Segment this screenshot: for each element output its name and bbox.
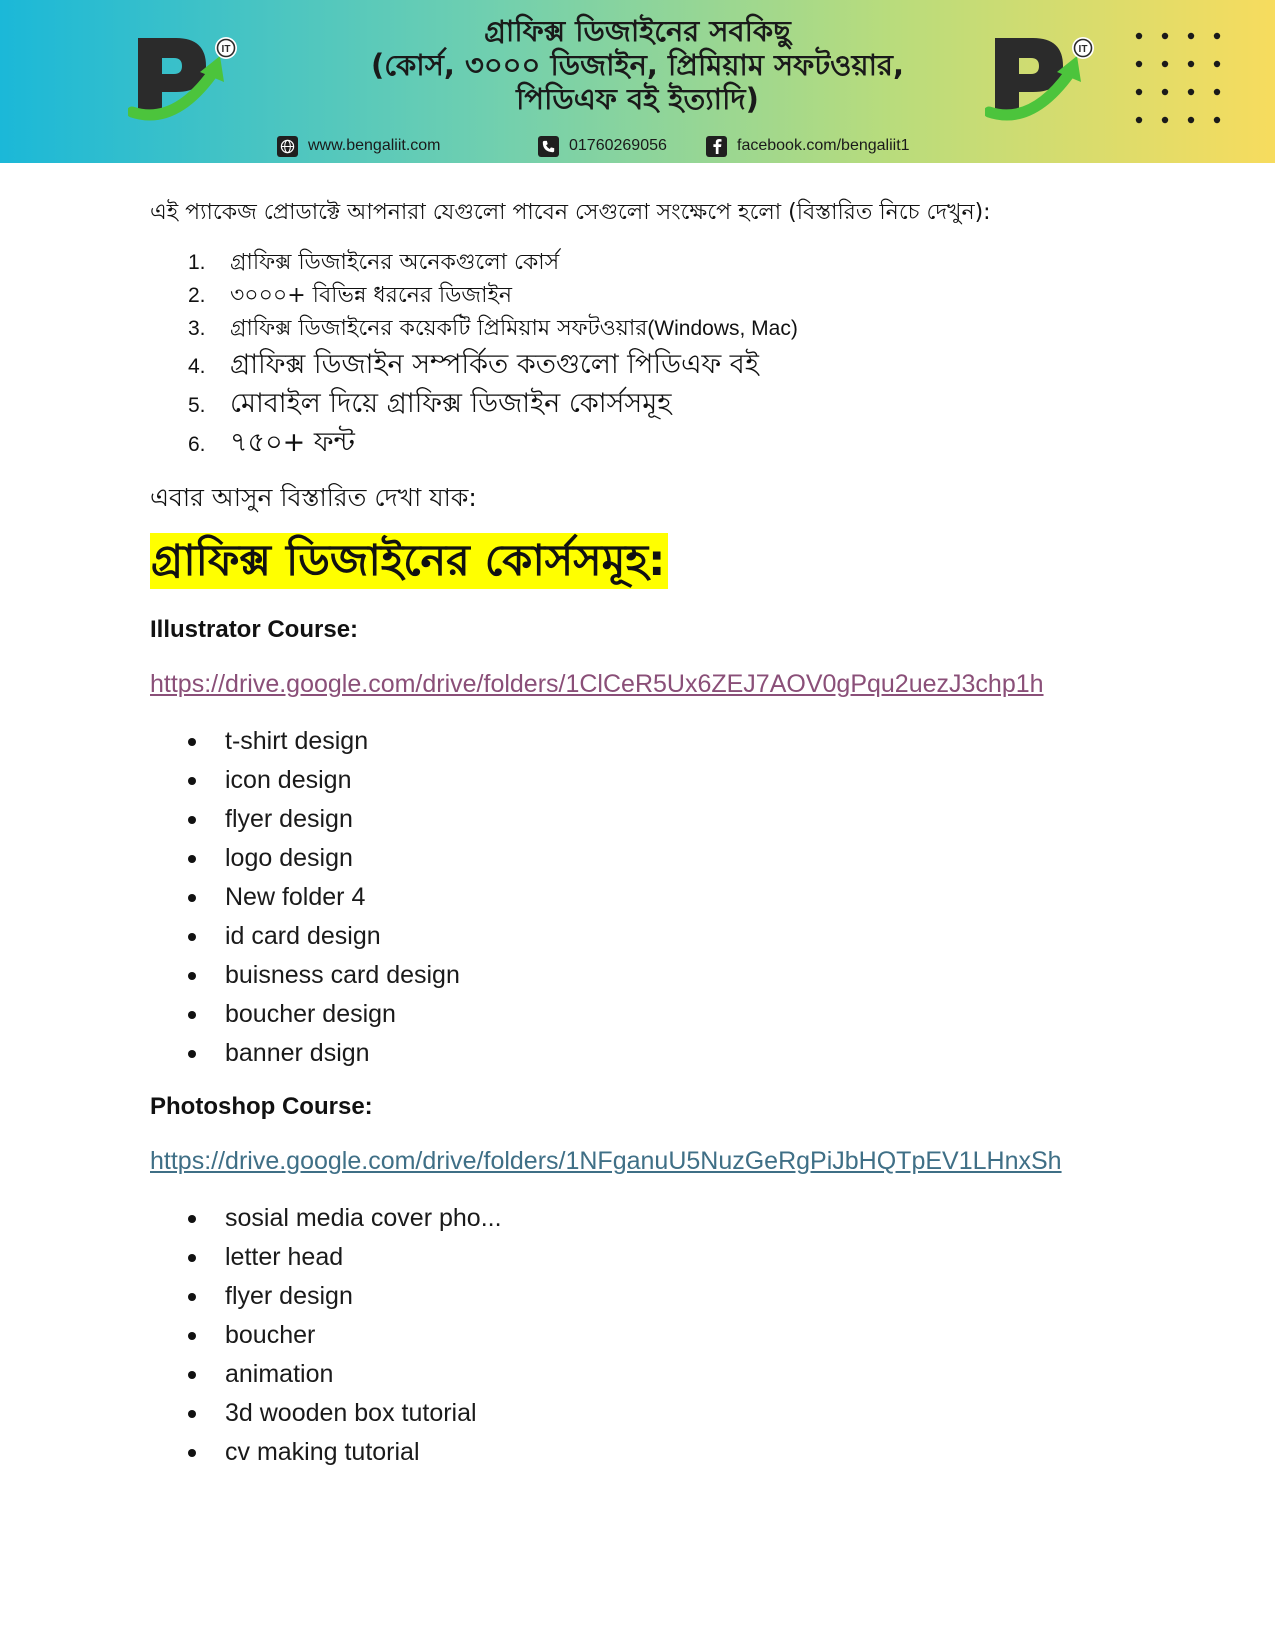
contact-phone[interactable] xyxy=(538,135,667,157)
illustrator-course-title: Illustrator Course: xyxy=(150,616,359,643)
item-text: ৩০০০+ বিভিন্ন ধরনের ডিজাইন xyxy=(230,283,513,308)
list-item xyxy=(188,1238,502,1277)
bullet-icon xyxy=(188,1254,196,1262)
bullet-icon xyxy=(188,1215,196,1223)
bullet-icon xyxy=(188,1332,196,1340)
item-number: 3. xyxy=(188,317,206,340)
item-text: 3d wooden box tutorial xyxy=(225,1399,477,1427)
package-items-list xyxy=(188,245,798,461)
item-text: boucher design xyxy=(225,1000,396,1028)
item-text: icon design xyxy=(225,766,352,794)
courses-heading: গ্রাফিক্স ডিজাইনের কোর্সসমূহ: xyxy=(150,533,668,589)
list-item xyxy=(188,1199,502,1238)
banner-title-line: গ্রাফিক্স ডিজাইনের সবকিছু xyxy=(484,14,791,48)
item-text: animation xyxy=(225,1360,334,1388)
item-number: 1. xyxy=(188,251,206,274)
logo-icon xyxy=(128,30,238,130)
photoshop-items-list xyxy=(188,1199,502,1472)
list-item xyxy=(188,1355,502,1394)
item-text: sosial media cover pho... xyxy=(225,1204,502,1232)
photoshop-course-title: Photoshop Course: xyxy=(150,1093,373,1120)
logo-badge-text: IT xyxy=(221,44,231,55)
list-item xyxy=(188,1034,460,1073)
contact-website[interactable] xyxy=(277,135,441,157)
list-item xyxy=(188,800,460,839)
banner-title xyxy=(300,14,975,116)
list-item xyxy=(188,278,798,311)
item-text: flyer design xyxy=(225,1282,353,1310)
list-item xyxy=(188,956,460,995)
logo-badge-text: IT xyxy=(1078,44,1088,55)
bullet-icon xyxy=(188,1410,196,1418)
item-text: ৭৫০+ ফন্ট xyxy=(230,427,355,458)
bullet-icon xyxy=(188,1293,196,1301)
intro-paragraph: এই প্যাকেজ প্রোডাক্টে আপনারা যেগুলো পাবেন সেগুলো সংক্ষেপে হলো (বিস্তারিত নিচে দেখুন): xyxy=(150,200,991,225)
item-text: New folder 4 xyxy=(225,883,366,911)
list-item xyxy=(188,722,460,761)
bullet-icon xyxy=(188,1050,196,1058)
list-item xyxy=(188,995,460,1034)
list-item xyxy=(188,878,460,917)
header-banner xyxy=(0,0,1275,163)
item-text: গ্রাফিক্স ডিজাইনের অনেকগুলো কোর্স xyxy=(230,250,560,275)
details-heading: এবার আসুন বিস্তারিত দেখা যাক: xyxy=(150,483,477,512)
list-item xyxy=(188,917,460,956)
list-item xyxy=(188,344,798,383)
item-number: 2. xyxy=(188,284,206,307)
globe-icon xyxy=(277,136,298,157)
list-item xyxy=(188,1277,502,1316)
facebook-icon xyxy=(706,136,727,157)
list-item xyxy=(188,245,798,278)
dot-grid-decoration xyxy=(1133,28,1228,128)
illustrator-course-link[interactable]: https://drive.google.com/drive/folders/1ClCeR5Ux6ZEJ7AOV0gPqu2uezJ3chp1h xyxy=(150,670,1044,698)
illustrator-items-list xyxy=(188,722,460,1073)
bullet-icon xyxy=(188,1011,196,1019)
website-text: www.bengaliit.com xyxy=(308,137,441,154)
phone-text: 01760269056 xyxy=(569,137,667,154)
item-number: 5. xyxy=(188,394,206,417)
bullet-icon xyxy=(188,738,196,746)
bullet-icon xyxy=(188,777,196,785)
item-number: 4. xyxy=(188,355,206,378)
bullet-icon xyxy=(188,1449,196,1457)
bullet-icon xyxy=(188,816,196,824)
item-text: id card design xyxy=(225,922,381,950)
bullet-icon xyxy=(188,894,196,902)
list-item xyxy=(188,761,460,800)
banner-title-line: (কোর্স, ৩০০০ ডিজাইন, প্রিমিয়াম সফটওয়ার, xyxy=(370,48,904,82)
banner-title-line: পিডিএফ বই ইত্যাদি) xyxy=(516,82,759,116)
item-platforms: (Windows, Mac) xyxy=(647,317,798,340)
item-text: গ্রাফিক্স ডিজাইনের কয়েকটি প্রিমিয়াম সফটওয়ার xyxy=(230,316,648,341)
phone-icon xyxy=(538,136,559,157)
item-text: t-shirt design xyxy=(225,727,369,755)
item-text: cv making tutorial xyxy=(225,1438,420,1466)
bullet-icon xyxy=(188,972,196,980)
item-text: letter head xyxy=(225,1243,344,1271)
item-text: logo design xyxy=(225,844,353,872)
contact-facebook[interactable] xyxy=(706,135,910,157)
bullet-icon xyxy=(188,933,196,941)
facebook-text: facebook.com/bengaliit1 xyxy=(737,137,910,154)
item-text: banner dsign xyxy=(225,1039,370,1067)
list-item xyxy=(188,1394,502,1433)
list-item xyxy=(188,839,460,878)
item-text: flyer design xyxy=(225,805,353,833)
list-item xyxy=(188,1433,502,1472)
item-number: 6. xyxy=(188,433,206,456)
list-item xyxy=(188,311,798,344)
bullet-icon xyxy=(188,1371,196,1379)
item-text: buisness card design xyxy=(225,961,460,989)
item-text: boucher xyxy=(225,1321,316,1349)
bullet-icon xyxy=(188,855,196,863)
list-item xyxy=(188,1316,502,1355)
photoshop-course-link[interactable]: https://drive.google.com/drive/folders/1NFganuU5NuzGeRgPiJbHQTpEV1LHnxSh xyxy=(150,1147,1062,1175)
item-text: গ্রাফিক্স ডিজাইন সম্পর্কিত কতগুলো পিডিএফ বই xyxy=(230,349,759,380)
logo-icon xyxy=(985,30,1095,130)
item-text: মোবাইল দিয়ে গ্রাফিক্স ডিজাইন কোর্সসমূহ xyxy=(230,388,672,419)
